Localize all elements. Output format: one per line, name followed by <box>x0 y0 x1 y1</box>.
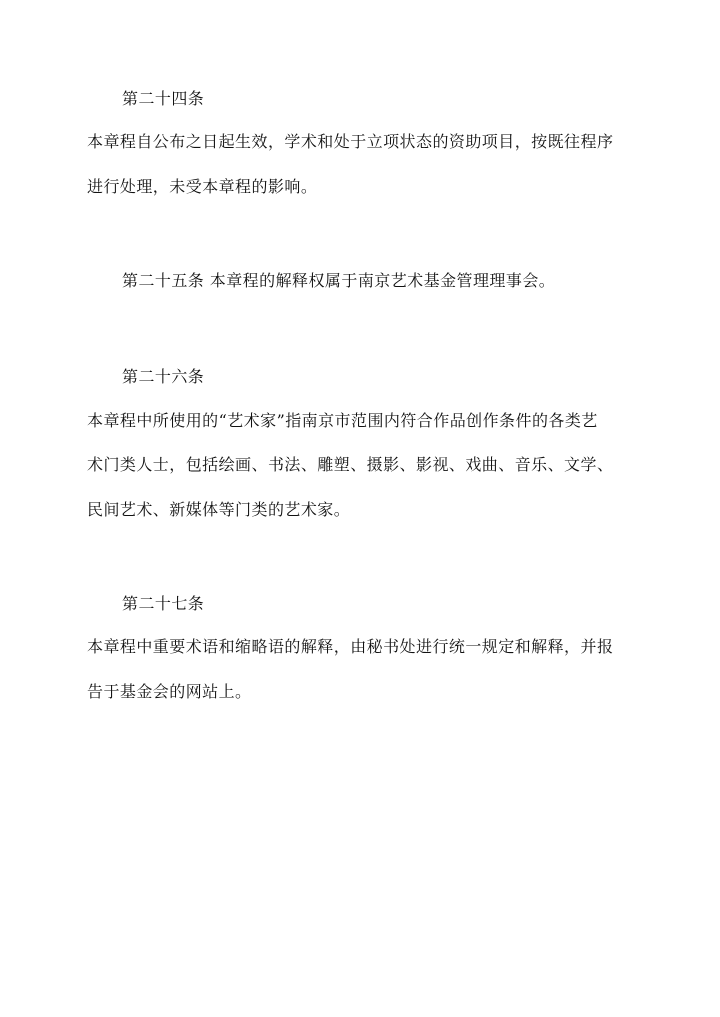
article-26-line-1: 本章程中所使用的“艺术家”指南京市范围内符合作品创作条件的各类艺 <box>87 411 598 430</box>
article-24-heading: 第二十四条 <box>122 89 205 108</box>
article-27-line-1: 本章程中重要术语和缩略语的解释，由秘书处进行统一规定和解释，并报 <box>87 637 614 656</box>
article-26-line-3: 民间艺术、新媒体等门类的艺术家。 <box>87 500 351 519</box>
article-26-heading: 第二十六条 <box>122 367 205 386</box>
article-25-heading: 第二十五条 本章程的解释权属于南京艺术基金管理理事会。 <box>122 271 556 290</box>
article-24-line-2: 进行处理，未受本章程的影响。 <box>87 177 318 196</box>
article-27-line-2: 告于基金会的网站上。 <box>87 682 252 701</box>
article-24-line-1: 本章程自公布之日起生效，学术和处于立项状态的资助项目，按既往程序 <box>87 132 614 151</box>
article-26-line-2: 术门类人士，包括绘画、书法、雕塑、摄影、影视、戏曲、音乐、文学、 <box>87 455 614 474</box>
article-27-heading: 第二十七条 <box>122 594 205 613</box>
